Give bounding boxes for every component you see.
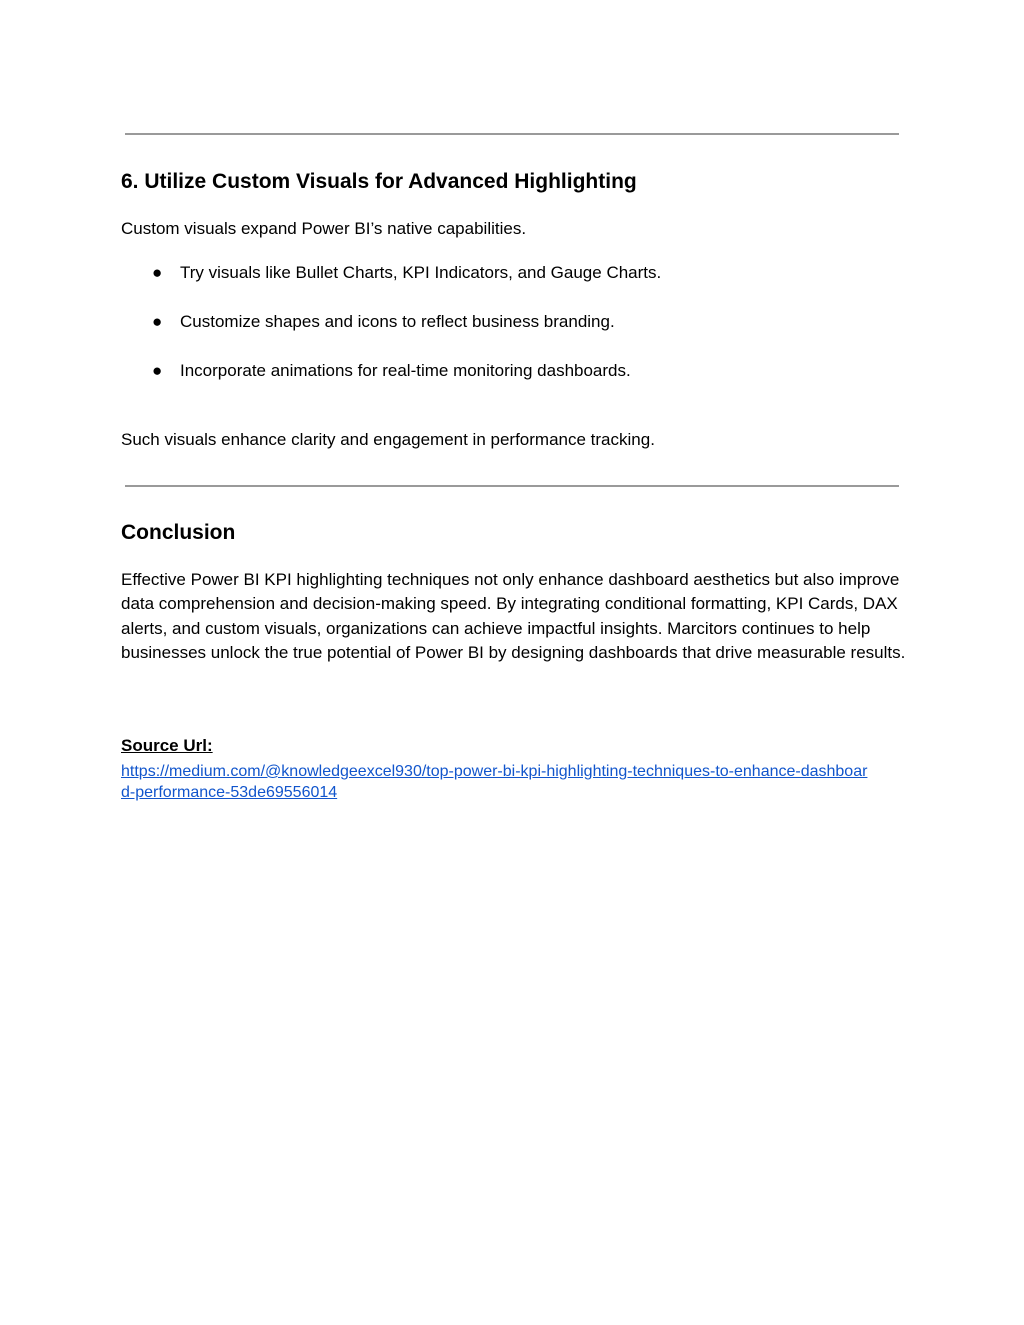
source-label: Source Url:: [121, 736, 213, 755]
list-item: ● Try visuals like Bullet Charts, KPI Indicators, and Gauge Charts.: [152, 263, 662, 282]
list-item: ● Incorporate animations for real-time monitoring dashboards.: [152, 361, 631, 380]
conclusion-body: Effective Power BI KPI highlighting techniques not only enhance dashboard aesthetics but also improve data comprehension and decision-making speed. By integrating conditional formatting, KPI Cards, DAX alerts, and custom visuals, organizations can achieve impactful insights. Marcitors continues to help businesses unlock the true potential of Power BI by designing dashboards that drive measurable results.: [121, 570, 906, 663]
divider: [125, 133, 899, 135]
section-heading: 6. Utilize Custom Visuals for Advanced Highlighting: [121, 170, 637, 193]
source-link[interactable]: https://medium.com/@knowledgeexcel930/top-power-bi-kpi-highlighting-techniques-to-enhance-dashboar d-performance-53de69556014: [121, 763, 868, 801]
intro-text: Custom visuals expand Power BI’s native capabilities.: [121, 219, 527, 238]
conclusion-heading: Conclusion: [121, 521, 236, 544]
divider: [125, 485, 899, 487]
bullet-icon: ●: [152, 312, 163, 331]
list-item: ● Customize shapes and icons to reflect business branding.: [152, 312, 615, 331]
bullet-icon: ●: [152, 263, 163, 282]
bullet-icon: ●: [152, 361, 163, 380]
outro-text: Such visuals enhance clarity and engagement in performance tracking.: [121, 430, 655, 449]
